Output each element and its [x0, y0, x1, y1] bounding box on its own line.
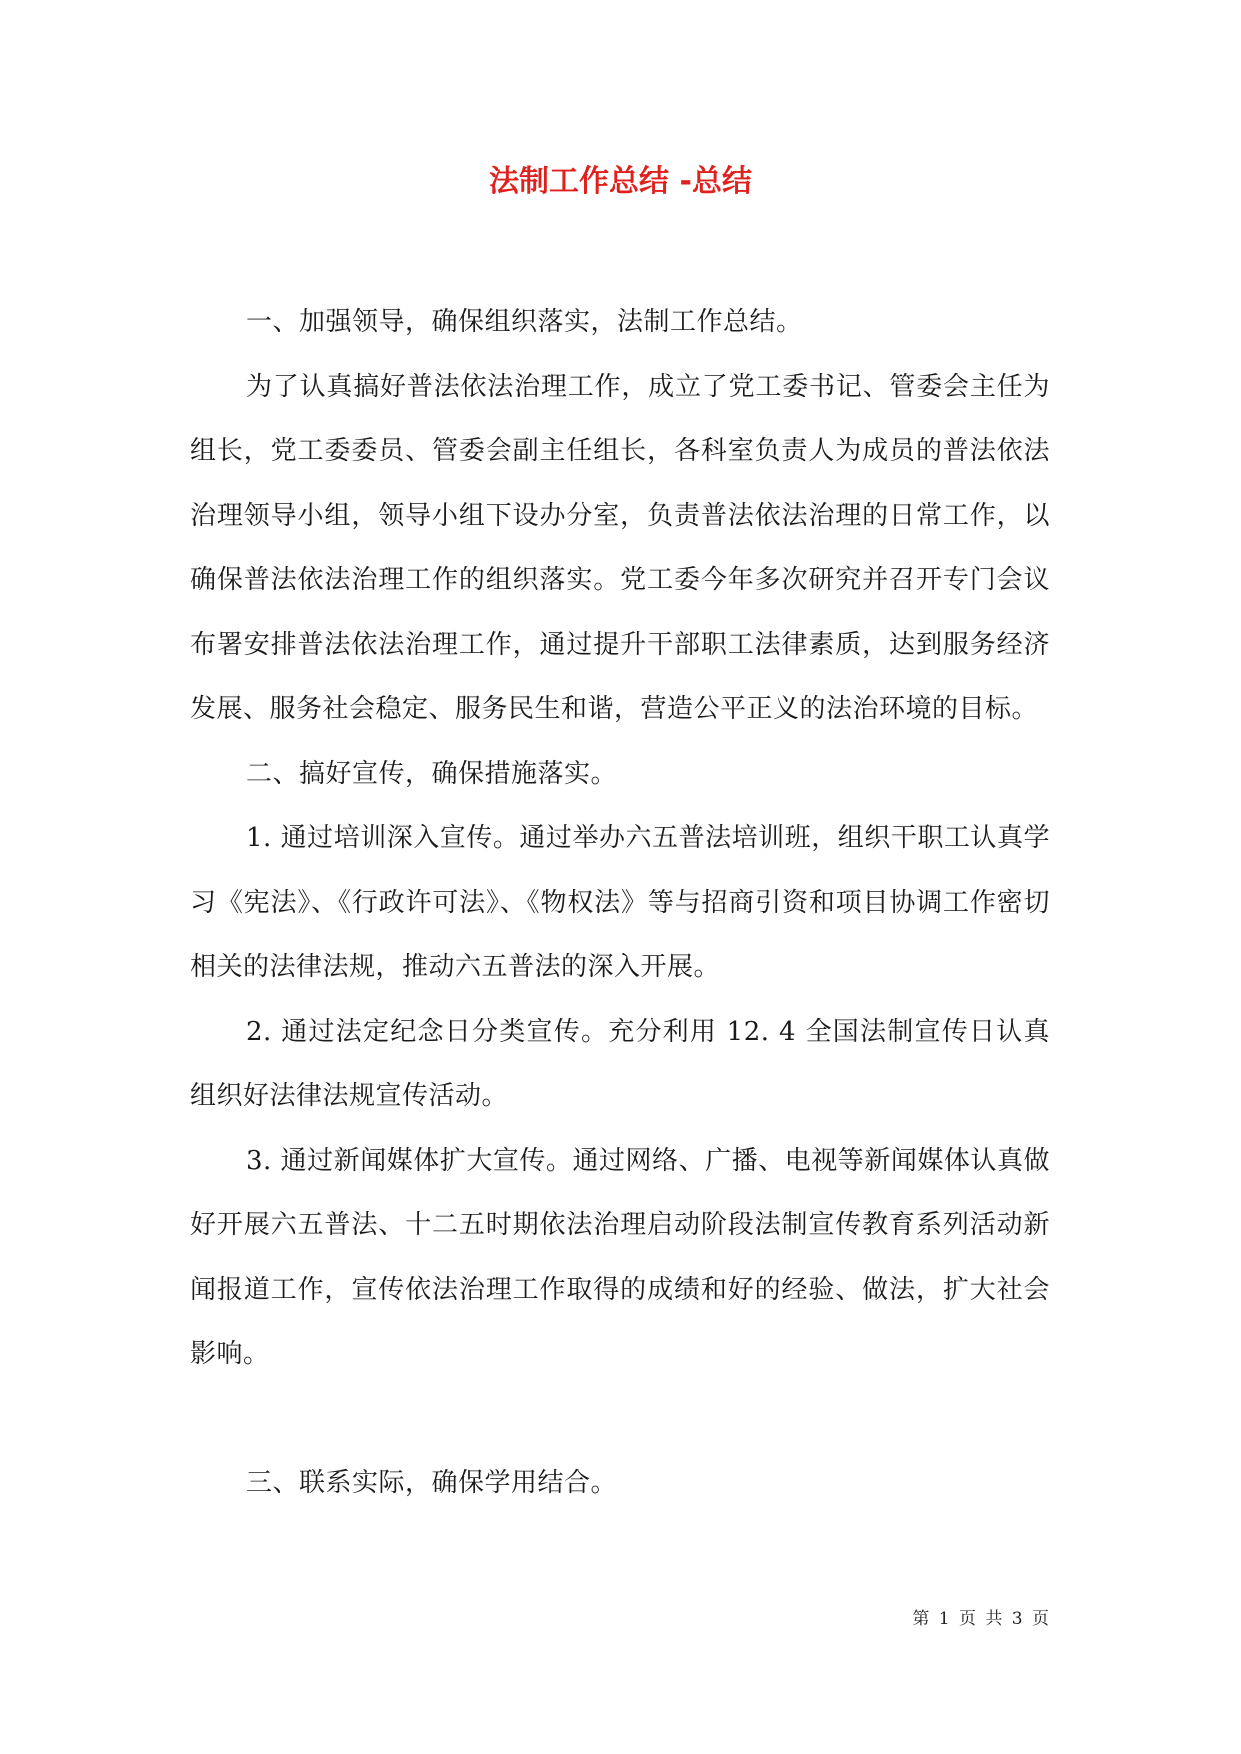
list-item-2: 2. 通过法定纪念日分类宣传。充分利用 12. 4 全国法制宣传日认真组织好法律法规宣传活动。: [190, 1016, 1050, 1111]
page-number: 第 1 页 共 3 页: [912, 1609, 1051, 1629]
section-heading-2: 二、搞好宣传，确保措施落实。: [246, 758, 618, 789]
document-title: 法制工作总结 -总结: [489, 164, 752, 199]
section-heading-3: 三、联系实际，确保学用结合。: [246, 1467, 618, 1498]
blank-line: [190, 1387, 1050, 1451]
list-item-1: 1. 通过培训深入宣传。通过举办六五普法培训班，组织干职工认真学习《宪法》、《行政许可法》、《物权法》等与招商引资和项目协调工作密切相关的法律法规，推动六五普法的深入开展。: [190, 823, 1050, 982]
section-heading-1: 一、加强领导，确保组织落实，法制工作总结。: [246, 307, 803, 337]
document-body: [190, 290, 1050, 1515]
paragraph: 为了认真搞好普法依法治理工作，成立了党工委书记、管委会主任为组长，党工委委员、管委会副主任组长，各科室负责人为成员的普法依法治理领导小组，领导小组下设办分室，负责普法依法治理的日常工作，以确保普法依法治理工作的组织落实。党工委今年多次研究并召开专门会议布署安排普法依法治理工作，通过提升干部职工法律素质，达到服务经济发展、服务社会稳定、服务民生和谐，营造公平正义的法治环境的目标。: [190, 371, 1050, 724]
list-item-3: 3. 通过新闻媒体扩大宣传。通过网络、广播、电视等新闻媒体认真做好开展六五普法、十二五时期依法治理启动阶段法制宣传教育系列活动新闻报道工作，宣传依法治理工作取得的成绩和好的经验、做法，扩大社会影响。: [190, 1145, 1050, 1369]
